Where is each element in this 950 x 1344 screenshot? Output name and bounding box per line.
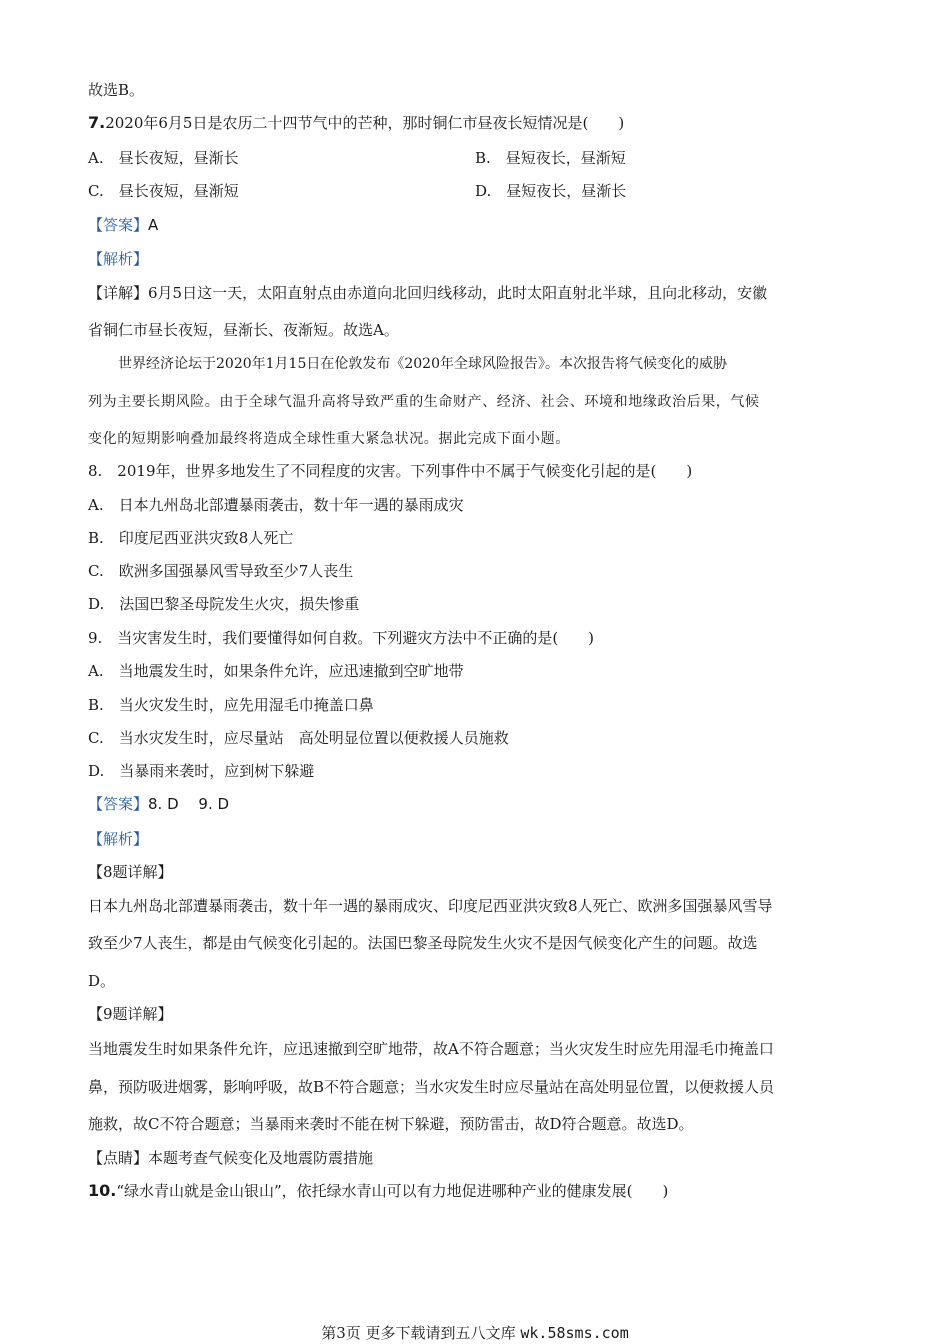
detail-9-line-1: 当地震发生时如果条件允许，应迅速撤到空旷地带，故A不符合题意；当火灾发生时应先用湿毛巾掩盖口 bbox=[88, 1040, 774, 1058]
answer-7 bbox=[88, 215, 158, 235]
detail-7-line-1 bbox=[88, 283, 767, 303]
option-7b: B. 昼短夜长，昼渐短 bbox=[475, 149, 626, 167]
passage-line-2: 列为主要长期风险。由于全球气温升高将导致严重的生命财产、经济、社会、环境和地缘政治后果，气候 bbox=[88, 394, 760, 410]
option-9c: C. 当水灾发生时，应尽量站 高处明显位置以便救援人员施救 bbox=[88, 729, 509, 747]
detail-8-label: 【8题详解】 bbox=[88, 863, 173, 881]
question-9: 9. 当灾害发生时，我们要懂得如何自救。下列避灾方法中不正确的是( ) bbox=[88, 629, 595, 647]
answer-value: A bbox=[148, 216, 159, 234]
passage-line-1: 世界经济论坛于2020年1月15日在伦敦发布《2020年全球风险报告》。本次报告将气候变化的威胁 bbox=[118, 356, 727, 372]
option-9a: A. 当地震发生时，如果条件允许，应迅速撤到空旷地带 bbox=[88, 662, 464, 680]
page-footer bbox=[0, 1323, 950, 1343]
option-7c: C. 昼长夜短，昼渐短 bbox=[88, 182, 239, 200]
option-9d: D. 当暴雨来袭时，应到树下躲避 bbox=[88, 762, 315, 780]
tip-line bbox=[88, 1148, 373, 1168]
option-7a: A. 昼长夜短，昼渐长 bbox=[88, 149, 239, 167]
passage-line-3: 变化的短期影响叠加最终将造成全球性重大紧急状况。据此完成下面小题。 bbox=[88, 431, 570, 447]
analysis-label-7: 【解析】 bbox=[88, 250, 149, 268]
prev-answer-line: 故选B。 bbox=[88, 81, 145, 99]
detail-9-label: 【9题详解】 bbox=[88, 1005, 173, 1023]
question-number: 7. bbox=[88, 113, 106, 132]
footer-page-text: 第3页 更多下载请到五八文库 bbox=[321, 1324, 516, 1342]
answer-value: 8. D 9. D bbox=[148, 795, 230, 813]
detail-7-line-2: 省铜仁市昼长夜短，昼渐长、夜渐短。故选A。 bbox=[88, 321, 399, 339]
question-number: 10. bbox=[88, 1181, 117, 1200]
option-8c: C. 欧洲多国强暴风雪导致至少7人丧生 bbox=[88, 562, 354, 580]
detail-8-line-3: D。 bbox=[88, 972, 116, 990]
answer-label: 【答案】 bbox=[88, 216, 149, 234]
question-text: 2020年6月5日是农历二十四节气中的芒种，那时铜仁市昼夜长短情况是( ) bbox=[105, 114, 625, 132]
detail-8-line-2: 致至少7人丧生，都是由气候变化引起的。法国巴黎圣母院发生火灾不是因气候变化产生的问题。故选 bbox=[88, 934, 758, 952]
detail-8-line-1: 日本九州岛北部遭暴雨袭击，数十年一遇的暴雨成灾、印度尼西亚洪灾致8人死亡、欧洲多国强暴风雪导 bbox=[88, 897, 773, 915]
question-10 bbox=[88, 1181, 668, 1201]
option-8b: B. 印度尼西亚洪灾致8人死亡 bbox=[88, 529, 294, 547]
answer-8-9 bbox=[88, 794, 229, 814]
option-7d: D. 昼短夜长，昼渐长 bbox=[475, 182, 627, 200]
option-8a: A. 日本九州岛北部遭暴雨袭击，数十年一遇的暴雨成灾 bbox=[88, 496, 464, 514]
answer-label: 【答案】 bbox=[88, 795, 149, 813]
option-9b: B. 当火灾发生时，应先用湿毛巾掩盖口鼻 bbox=[88, 696, 374, 714]
footer-site-link[interactable]: wk.58sms.com bbox=[520, 1324, 629, 1342]
question-text: “绿水青山就是金山银山”，依托绿水青山可以有力地促进哪种产业的健康发展( ) bbox=[116, 1182, 669, 1200]
detail-9-line-2: 鼻，预防吸进烟雾，影响呼吸，故B不符合题意；当水灾发生时应尽量站在高处明显位置，以便救援人员 bbox=[88, 1078, 775, 1096]
question-8: 8. 2019年，世界多地发生了不同程度的灾害。下列事件中不属于气候变化引起的是( ) bbox=[88, 462, 693, 480]
option-8d: D. 法国巴黎圣母院发生火灾，损失惨重 bbox=[88, 595, 360, 613]
tip-label: 【点睛】 bbox=[88, 1149, 149, 1167]
analysis-label-8-9: 【解析】 bbox=[88, 830, 149, 848]
tip-text: 本题考查气候变化及地震防震措施 bbox=[148, 1149, 374, 1167]
question-7 bbox=[88, 113, 624, 133]
detail-text: 6月5日这一天，太阳直射点由赤道向北回归线移动，此时太阳直射北半球，且向北移动，安徽 bbox=[148, 284, 768, 302]
detail-9-line-3: 施救，故C不符合题意；当暴雨来袭时不能在树下躲避，预防雷击，故D符合题意。故选D。 bbox=[88, 1115, 694, 1133]
detail-label: 【详解】 bbox=[88, 284, 149, 302]
